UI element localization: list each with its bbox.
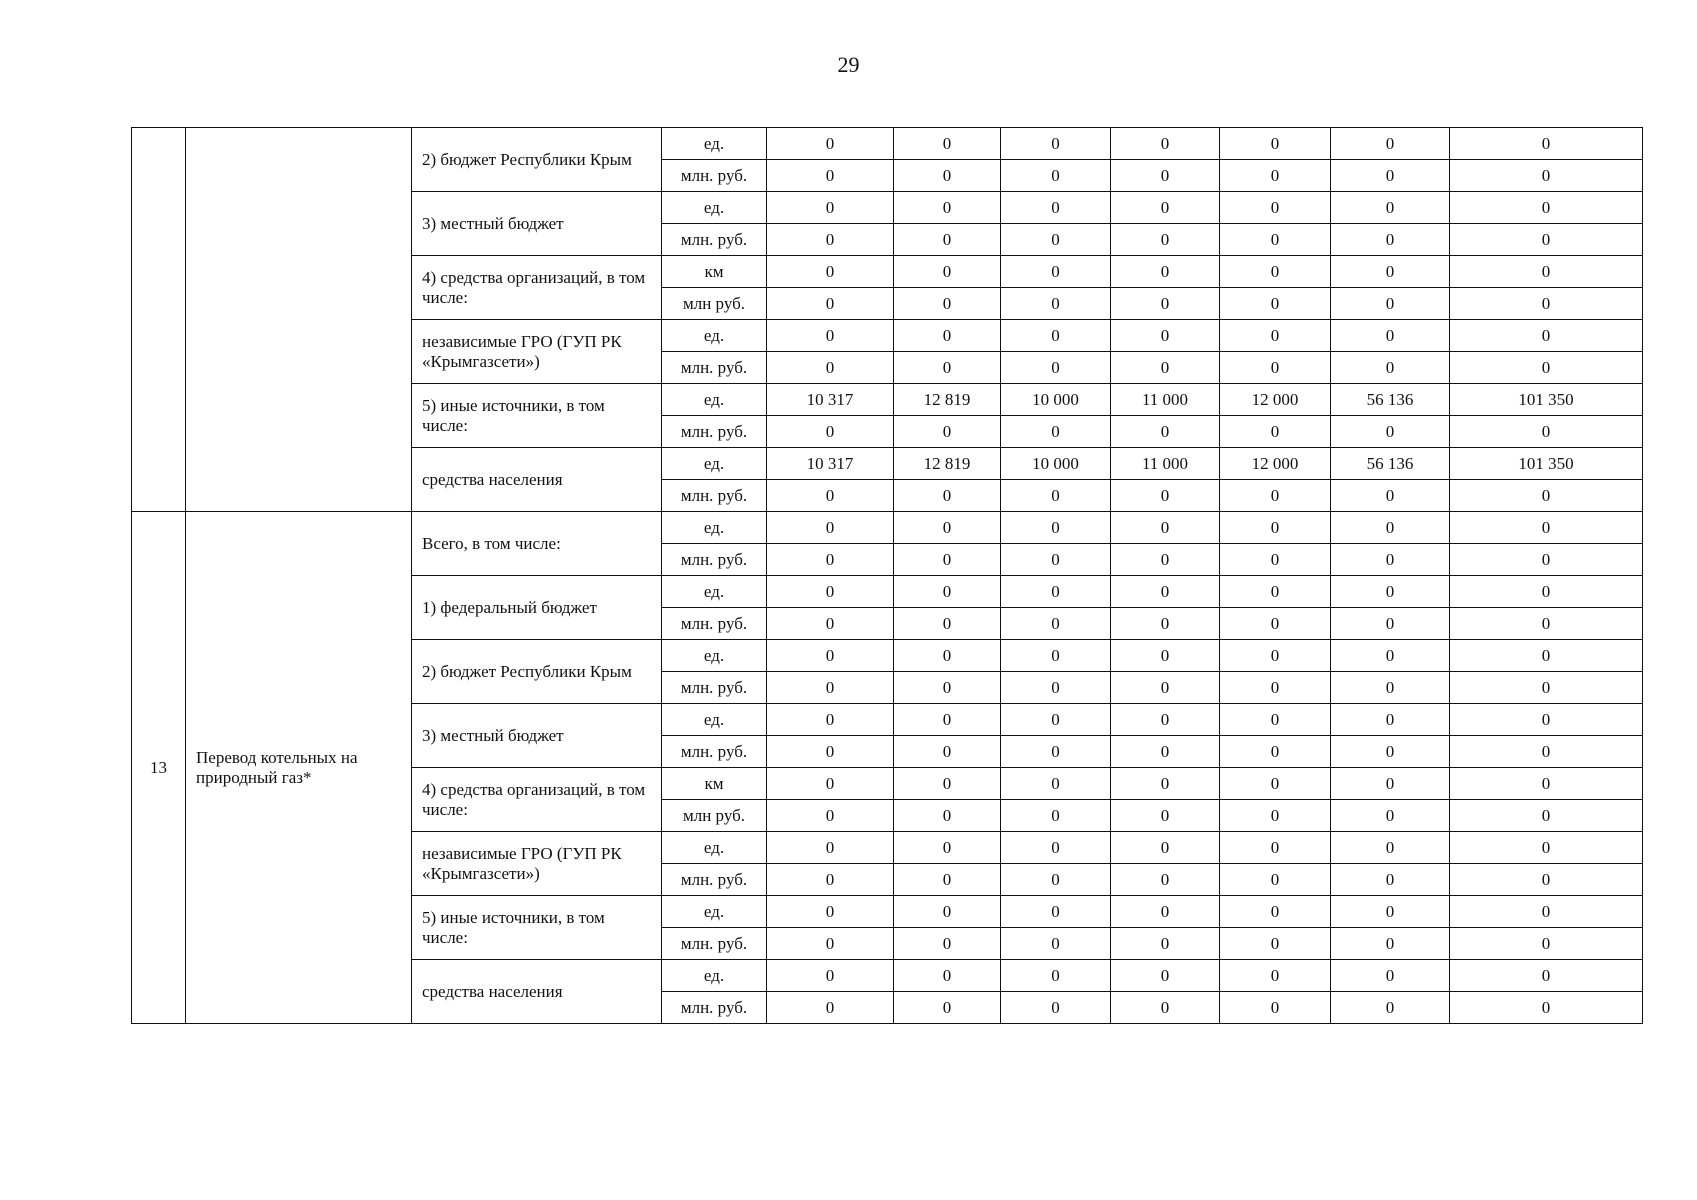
- page-number: 29: [837, 52, 860, 77]
- value-cell: 0: [894, 864, 1001, 896]
- funding-source-cell: средства населения: [412, 448, 662, 512]
- value-cell: 0: [894, 160, 1001, 192]
- value-cell: 0: [894, 896, 1001, 928]
- value-cell: 0: [1331, 352, 1450, 384]
- value-cell: 0: [767, 800, 894, 832]
- value-cell: 0: [1450, 704, 1643, 736]
- unit-cell: ед.: [662, 448, 767, 480]
- value-cell: 0: [1111, 896, 1220, 928]
- unit-cell: млн руб.: [662, 288, 767, 320]
- unit-cell: ед.: [662, 128, 767, 160]
- value-cell: 0: [1220, 960, 1331, 992]
- value-cell: 0: [1111, 128, 1220, 160]
- unit-cell: ед.: [662, 384, 767, 416]
- value-cell: 0: [894, 928, 1001, 960]
- value-cell: 0: [1220, 288, 1331, 320]
- value-cell: 10 317: [767, 448, 894, 480]
- value-cell: 0: [1111, 800, 1220, 832]
- value-cell: 0: [1220, 864, 1331, 896]
- value-cell: 0: [1111, 928, 1220, 960]
- value-cell: 0: [1450, 288, 1643, 320]
- value-cell: 0: [894, 704, 1001, 736]
- value-cell: 0: [894, 640, 1001, 672]
- value-cell: 0: [1001, 512, 1111, 544]
- value-cell: 0: [1331, 896, 1450, 928]
- value-cell: 0: [1450, 928, 1643, 960]
- value-cell: 0: [1111, 736, 1220, 768]
- value-cell: 0: [1220, 512, 1331, 544]
- value-cell: 0: [1111, 320, 1220, 352]
- funding-source-cell: независимые ГРО (ГУП РК «Крымгазсети»): [412, 832, 662, 896]
- value-cell: 0: [767, 480, 894, 512]
- value-cell: 0: [767, 512, 894, 544]
- value-cell: 0: [1331, 416, 1450, 448]
- value-cell: 0: [1331, 960, 1450, 992]
- value-cell: 0: [767, 416, 894, 448]
- value-cell: 0: [767, 160, 894, 192]
- value-cell: 0: [1220, 800, 1331, 832]
- section-name-cell: Перевод котельных на природный газ*: [186, 512, 412, 1024]
- value-cell: 0: [1220, 480, 1331, 512]
- value-cell: 0: [1220, 192, 1331, 224]
- value-cell: 0: [1450, 128, 1643, 160]
- unit-cell: млн. руб.: [662, 160, 767, 192]
- value-cell: 0: [1001, 416, 1111, 448]
- value-cell: 0: [894, 192, 1001, 224]
- funding-source-cell: 5) иные источники, в том числе:: [412, 384, 662, 448]
- value-cell: 0: [1001, 288, 1111, 320]
- value-cell: 0: [1450, 192, 1643, 224]
- value-cell: 56 136: [1331, 448, 1450, 480]
- unit-cell: ед.: [662, 960, 767, 992]
- funding-source-cell: 2) бюджет Республики Крым: [412, 640, 662, 704]
- value-cell: 0: [1450, 544, 1643, 576]
- unit-cell: млн. руб.: [662, 352, 767, 384]
- unit-cell: км: [662, 256, 767, 288]
- value-cell: 0: [1331, 320, 1450, 352]
- value-cell: 0: [767, 608, 894, 640]
- unit-cell: млн. руб.: [662, 992, 767, 1024]
- value-cell: 0: [1111, 992, 1220, 1024]
- value-cell: 0: [1450, 640, 1643, 672]
- value-cell: 0: [894, 992, 1001, 1024]
- value-cell: 0: [894, 128, 1001, 160]
- value-cell: 0: [1111, 352, 1220, 384]
- value-cell: 0: [1111, 768, 1220, 800]
- value-cell: 0: [1001, 768, 1111, 800]
- value-cell: 101 350: [1450, 384, 1643, 416]
- value-cell: 0: [1001, 896, 1111, 928]
- value-cell: 0: [767, 672, 894, 704]
- value-cell: 0: [767, 320, 894, 352]
- value-cell: 0: [1220, 416, 1331, 448]
- table-row: [132, 128, 1643, 160]
- value-cell: 0: [1450, 512, 1643, 544]
- value-cell: 0: [1450, 320, 1643, 352]
- value-cell: 0: [1450, 736, 1643, 768]
- value-cell: 0: [1450, 800, 1643, 832]
- value-cell: 0: [767, 832, 894, 864]
- unit-cell: млн. руб.: [662, 224, 767, 256]
- value-cell: 0: [1111, 640, 1220, 672]
- value-cell: 0: [1331, 288, 1450, 320]
- unit-cell: млн. руб.: [662, 544, 767, 576]
- funding-source-cell: 2) бюджет Республики Крым: [412, 128, 662, 192]
- value-cell: 0: [1450, 896, 1643, 928]
- value-cell: 0: [767, 704, 894, 736]
- value-cell: 0: [1001, 256, 1111, 288]
- value-cell: 0: [1220, 352, 1331, 384]
- value-cell: 0: [1001, 832, 1111, 864]
- value-cell: 0: [767, 896, 894, 928]
- funding-source-cell: Всего, в том числе:: [412, 512, 662, 576]
- value-cell: 0: [894, 416, 1001, 448]
- value-cell: 0: [1331, 160, 1450, 192]
- value-cell: 0: [1220, 832, 1331, 864]
- value-cell: 0: [1001, 576, 1111, 608]
- value-cell: 0: [1331, 640, 1450, 672]
- value-cell: 11 000: [1111, 384, 1220, 416]
- value-cell: 0: [767, 288, 894, 320]
- value-cell: 0: [1331, 192, 1450, 224]
- value-cell: 0: [894, 512, 1001, 544]
- unit-cell: ед.: [662, 192, 767, 224]
- value-cell: 0: [1001, 224, 1111, 256]
- value-cell: 0: [1220, 992, 1331, 1024]
- value-cell: 0: [1111, 832, 1220, 864]
- value-cell: 0: [1450, 352, 1643, 384]
- value-cell: 0: [894, 224, 1001, 256]
- value-cell: 0: [1001, 960, 1111, 992]
- value-cell: 0: [1450, 608, 1643, 640]
- funding-source-cell: 4) средства организаций, в том числе:: [412, 768, 662, 832]
- value-cell: 0: [1001, 640, 1111, 672]
- unit-cell: ед.: [662, 512, 767, 544]
- value-cell: 0: [1111, 224, 1220, 256]
- value-cell: 0: [1331, 800, 1450, 832]
- value-cell: 0: [1111, 416, 1220, 448]
- unit-cell: ед.: [662, 640, 767, 672]
- funding-source-cell: независимые ГРО (ГУП РК «Крымгазсети»): [412, 320, 662, 384]
- value-cell: 0: [1111, 480, 1220, 512]
- value-cell: 0: [1220, 896, 1331, 928]
- value-cell: 0: [1331, 832, 1450, 864]
- funding-source-cell: 3) местный бюджет: [412, 704, 662, 768]
- funding-source-cell: средства населения: [412, 960, 662, 1024]
- value-cell: 0: [767, 640, 894, 672]
- value-cell: 0: [1220, 256, 1331, 288]
- value-cell: 0: [1450, 416, 1643, 448]
- value-cell: 0: [1001, 704, 1111, 736]
- funding-source-cell: 1) федеральный бюджет: [412, 576, 662, 640]
- value-cell: 0: [1331, 544, 1450, 576]
- value-cell: 0: [1331, 224, 1450, 256]
- unit-cell: млн. руб.: [662, 416, 767, 448]
- value-cell: 0: [1450, 480, 1643, 512]
- value-cell: 0: [1001, 160, 1111, 192]
- value-cell: 56 136: [1331, 384, 1450, 416]
- value-cell: 0: [767, 224, 894, 256]
- value-cell: 0: [1220, 128, 1331, 160]
- financing-table: [131, 127, 1643, 1024]
- unit-cell: млн. руб.: [662, 608, 767, 640]
- value-cell: 0: [1220, 224, 1331, 256]
- value-cell: 0: [1001, 544, 1111, 576]
- value-cell: 0: [767, 256, 894, 288]
- value-cell: 0: [1450, 960, 1643, 992]
- unit-cell: ед.: [662, 320, 767, 352]
- unit-cell: км: [662, 768, 767, 800]
- value-cell: 0: [1001, 800, 1111, 832]
- value-cell: 0: [767, 928, 894, 960]
- unit-cell: ед.: [662, 832, 767, 864]
- value-cell: 0: [1111, 864, 1220, 896]
- value-cell: 0: [1220, 928, 1331, 960]
- value-cell: 0: [767, 544, 894, 576]
- value-cell: 0: [767, 576, 894, 608]
- value-cell: 0: [894, 544, 1001, 576]
- value-cell: 0: [1450, 768, 1643, 800]
- value-cell: 0: [1001, 928, 1111, 960]
- value-cell: 0: [1331, 608, 1450, 640]
- value-cell: 0: [1001, 192, 1111, 224]
- value-cell: 0: [894, 608, 1001, 640]
- value-cell: 0: [1001, 608, 1111, 640]
- value-cell: 0: [1111, 672, 1220, 704]
- funding-source-cell: 5) иные источники, в том числе:: [412, 896, 662, 960]
- value-cell: 0: [1331, 672, 1450, 704]
- value-cell: 0: [767, 864, 894, 896]
- value-cell: 0: [894, 672, 1001, 704]
- value-cell: 0: [1220, 544, 1331, 576]
- value-cell: 0: [1220, 576, 1331, 608]
- value-cell: 0: [1331, 576, 1450, 608]
- value-cell: 0: [894, 960, 1001, 992]
- table-row: [132, 512, 1643, 544]
- value-cell: 11 000: [1111, 448, 1220, 480]
- unit-cell: ед.: [662, 576, 767, 608]
- value-cell: 0: [894, 800, 1001, 832]
- unit-cell: млн руб.: [662, 800, 767, 832]
- value-cell: 0: [1111, 288, 1220, 320]
- value-cell: 0: [767, 768, 894, 800]
- value-cell: 0: [1001, 320, 1111, 352]
- value-cell: 0: [894, 480, 1001, 512]
- value-cell: 0: [767, 192, 894, 224]
- value-cell: 0: [1220, 160, 1331, 192]
- value-cell: 0: [767, 992, 894, 1024]
- value-cell: 10 317: [767, 384, 894, 416]
- unit-cell: ед.: [662, 704, 767, 736]
- value-cell: 0: [1111, 960, 1220, 992]
- value-cell: 0: [894, 736, 1001, 768]
- value-cell: 0: [1450, 864, 1643, 896]
- unit-cell: млн. руб.: [662, 480, 767, 512]
- value-cell: 0: [1220, 608, 1331, 640]
- value-cell: 0: [1111, 608, 1220, 640]
- value-cell: 0: [1450, 832, 1643, 864]
- value-cell: 0: [894, 576, 1001, 608]
- value-cell: 0: [1220, 640, 1331, 672]
- value-cell: 0: [767, 352, 894, 384]
- value-cell: 0: [1331, 256, 1450, 288]
- value-cell: 0: [1331, 480, 1450, 512]
- unit-cell: млн. руб.: [662, 864, 767, 896]
- section-number-cell: 13: [132, 512, 186, 1024]
- unit-cell: млн. руб.: [662, 672, 767, 704]
- value-cell: 0: [894, 288, 1001, 320]
- value-cell: 0: [894, 256, 1001, 288]
- value-cell: 0: [1331, 768, 1450, 800]
- value-cell: 0: [1111, 512, 1220, 544]
- value-cell: 0: [1331, 128, 1450, 160]
- value-cell: 0: [1331, 512, 1450, 544]
- value-cell: 10 000: [1001, 448, 1111, 480]
- value-cell: 0: [1450, 576, 1643, 608]
- value-cell: 0: [1220, 320, 1331, 352]
- value-cell: 0: [1001, 992, 1111, 1024]
- value-cell: 0: [1450, 672, 1643, 704]
- value-cell: 12 000: [1220, 448, 1331, 480]
- value-cell: 0: [1331, 928, 1450, 960]
- value-cell: 101 350: [1450, 448, 1643, 480]
- value-cell: 0: [1001, 480, 1111, 512]
- value-cell: 0: [1111, 160, 1220, 192]
- value-cell: 0: [767, 960, 894, 992]
- value-cell: 0: [1450, 256, 1643, 288]
- value-cell: 0: [894, 352, 1001, 384]
- value-cell: 10 000: [1001, 384, 1111, 416]
- funding-source-cell: 4) средства организаций, в том числе:: [412, 256, 662, 320]
- value-cell: 0: [1111, 576, 1220, 608]
- value-cell: 0: [1331, 736, 1450, 768]
- value-cell: 0: [1220, 672, 1331, 704]
- value-cell: 0: [1001, 352, 1111, 384]
- funding-source-cell: 3) местный бюджет: [412, 192, 662, 256]
- section-number-cell: [132, 128, 186, 512]
- value-cell: 12 000: [1220, 384, 1331, 416]
- unit-cell: ед.: [662, 896, 767, 928]
- value-cell: 0: [1450, 992, 1643, 1024]
- value-cell: 0: [1111, 704, 1220, 736]
- unit-cell: млн. руб.: [662, 928, 767, 960]
- value-cell: 0: [767, 128, 894, 160]
- section-name-cell: [186, 128, 412, 512]
- value-cell: 0: [1331, 704, 1450, 736]
- value-cell: 0: [1331, 992, 1450, 1024]
- value-cell: 0: [1001, 736, 1111, 768]
- value-cell: 12 819: [894, 448, 1001, 480]
- value-cell: 0: [1331, 864, 1450, 896]
- value-cell: 0: [1220, 736, 1331, 768]
- value-cell: 0: [767, 736, 894, 768]
- value-cell: 0: [1450, 160, 1643, 192]
- value-cell: 0: [1111, 256, 1220, 288]
- value-cell: 0: [1001, 864, 1111, 896]
- value-cell: 0: [1111, 544, 1220, 576]
- value-cell: 0: [1450, 224, 1643, 256]
- value-cell: 0: [1220, 768, 1331, 800]
- value-cell: 0: [1001, 672, 1111, 704]
- value-cell: 0: [1001, 128, 1111, 160]
- unit-cell: млн. руб.: [662, 736, 767, 768]
- value-cell: 0: [894, 832, 1001, 864]
- value-cell: 0: [894, 768, 1001, 800]
- value-cell: 0: [1111, 192, 1220, 224]
- value-cell: 0: [1220, 704, 1331, 736]
- value-cell: 0: [894, 320, 1001, 352]
- value-cell: 12 819: [894, 384, 1001, 416]
